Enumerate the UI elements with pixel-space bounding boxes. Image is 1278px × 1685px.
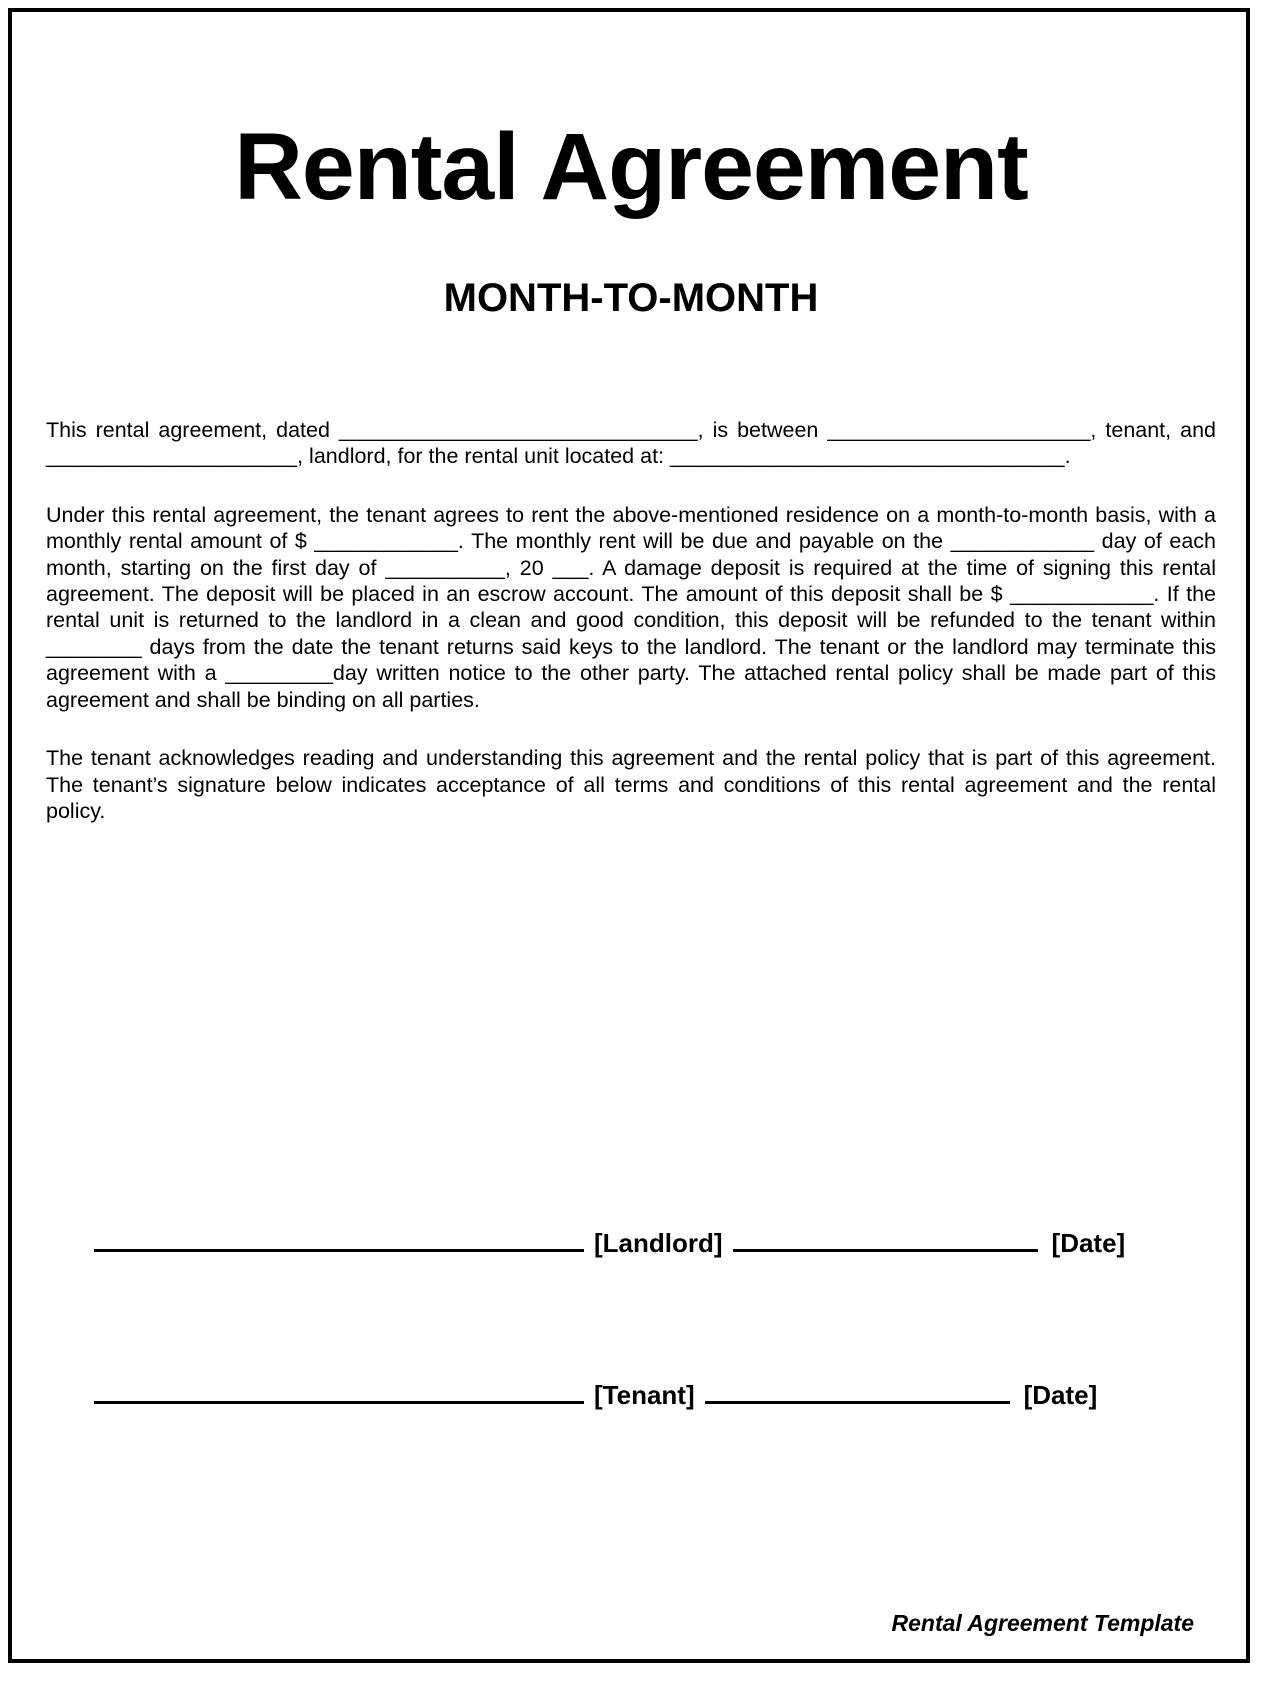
landlord-date-label: [Date] bbox=[1051, 1228, 1126, 1258]
page-title: Rental Agreement bbox=[234, 114, 1028, 220]
page-subtitle: MONTH-TO-MONTH bbox=[443, 275, 819, 320]
tenant-label: [Tenant] bbox=[594, 1380, 695, 1410]
paragraph-acknowledgement: The tenant acknowledges reading and understanding this agreement and the rental policy that is part of this agreement. The tenant’s signature below indicates acceptance of all terms and conditions of this rental agreement and the rental policy. bbox=[46, 746, 1216, 823]
document-footer: Rental Agreement Template bbox=[891, 1610, 1194, 1636]
landlord-signature-line[interactable] bbox=[94, 1248, 584, 1252]
signature-row-landlord bbox=[94, 1228, 1194, 1259]
landlord-date-line[interactable] bbox=[733, 1248, 1038, 1252]
paragraph-intro: This rental agreement, dated ______________________________, is between ______________________, tenant, and _____________________, landlord, for the rental unit located at: _________________________________. bbox=[46, 417, 1216, 469]
document-content bbox=[42, 40, 1220, 1641]
signature-row-tenant bbox=[94, 1380, 1194, 1411]
tenant-date-line[interactable] bbox=[705, 1400, 1010, 1404]
paragraph-terms: Under this rental agreement, the tenant agrees to rent the above-mentioned residence on a month-to-month basis, with a monthly rental amount of $ ____________. The monthly rent will be due and payable on the ____________ day of each month, starting on the first day of __________, 20 ___. A damage deposit is required at the time of signing this rental agreement. The deposit will be placed in an escrow account. The amount of this deposit shall be $ ____________. If the rental unit is returned to the landlord in a clean and good condition, this deposit will be refunded to the tenant within ________ days from the date the tenant returns said keys to the landlord. The tenant or the landlord may terminate this agreement with a _________day written notice to the other party. The attached rental policy shall be made part of this agreement and shall be binding on all parties. bbox=[46, 502, 1216, 712]
tenant-signature-line[interactable] bbox=[94, 1400, 584, 1404]
landlord-label: [Landlord] bbox=[594, 1228, 723, 1258]
document-page bbox=[8, 8, 1250, 1663]
tenant-date-label: [Date] bbox=[1023, 1380, 1098, 1410]
